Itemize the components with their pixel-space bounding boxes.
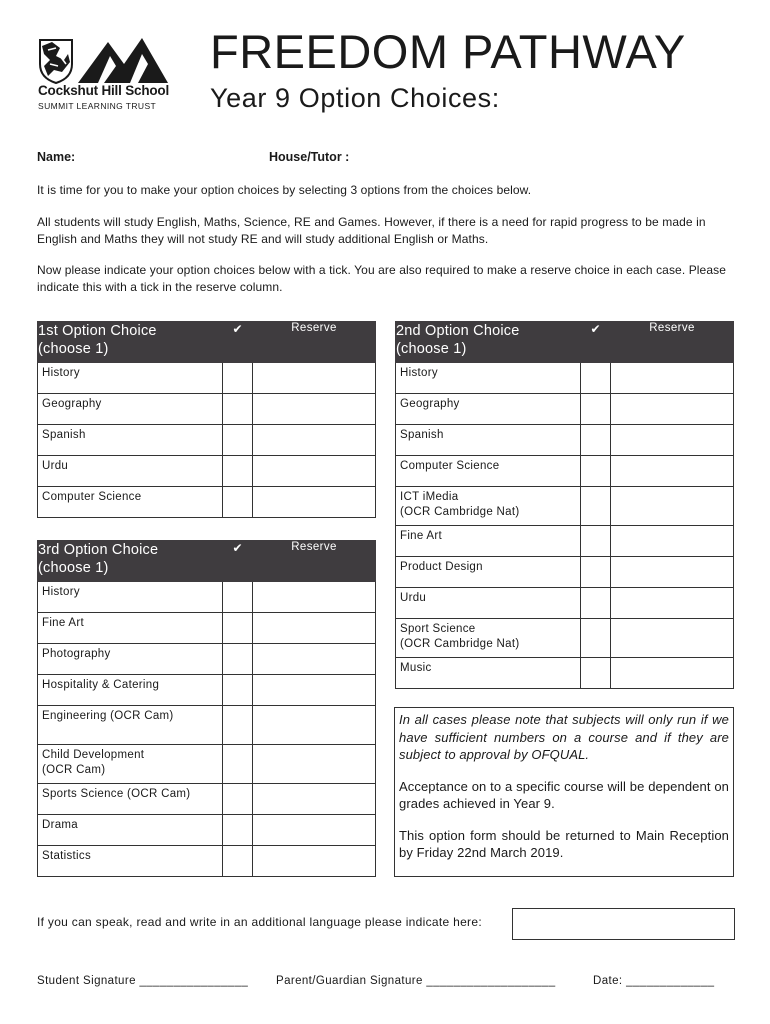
subject-label-line1: Child Development xyxy=(42,749,145,761)
tick-box[interactable] xyxy=(581,425,611,456)
reserve-box[interactable] xyxy=(253,487,376,518)
tick-box[interactable] xyxy=(223,745,253,784)
subject-label: Geography xyxy=(38,394,223,425)
table-row xyxy=(396,588,734,619)
reserve-box[interactable] xyxy=(611,394,734,425)
reserve-box[interactable] xyxy=(253,425,376,456)
subject-label: Product Design xyxy=(396,557,581,588)
tick-box[interactable] xyxy=(581,619,611,658)
table-row xyxy=(38,784,376,815)
page-subtitle: Year 9 Option Choices: xyxy=(210,83,500,113)
reserve-header: Reserve xyxy=(611,322,734,363)
tick-box[interactable] xyxy=(581,658,611,689)
subject-label: Spanish xyxy=(38,425,223,456)
mountain-crest-icon xyxy=(38,34,170,84)
reserve-box[interactable] xyxy=(611,425,734,456)
subject-label: Engineering (OCR Cam) xyxy=(38,706,223,745)
reserve-box[interactable] xyxy=(253,363,376,394)
tick-box[interactable] xyxy=(223,675,253,706)
table-row xyxy=(396,557,734,588)
date-line[interactable]: Date: _____________ xyxy=(593,975,715,987)
parent-signature-line[interactable]: Parent/Guardian Signature ___________________ xyxy=(276,975,556,987)
reserve-box[interactable] xyxy=(253,456,376,487)
subject-label: Drama xyxy=(38,815,223,846)
tick-box[interactable] xyxy=(223,644,253,675)
table-row xyxy=(38,363,376,394)
table-row xyxy=(38,846,376,877)
intro-paragraph-3: Now please indicate your option choices below with a tick. You are also required to make a reserve choice in each case. Please indicate this with a tick in the reserve column. xyxy=(37,263,726,294)
subject-label: Fine Art xyxy=(38,613,223,644)
reserve-box[interactable] xyxy=(611,588,734,619)
tick-box[interactable] xyxy=(223,784,253,815)
subject-label-line2: (OCR Cambridge Nat) xyxy=(400,506,520,518)
subject-label xyxy=(396,487,581,526)
intro-paragraph-1: It is time for you to make your option choices by selecting 3 options from the choices below. xyxy=(37,183,532,197)
table-row xyxy=(38,582,376,613)
subject-label: Urdu xyxy=(396,588,581,619)
third-option-title xyxy=(38,541,223,582)
tick-box[interactable] xyxy=(223,456,253,487)
name-label: Name: xyxy=(37,150,76,164)
tick-box[interactable] xyxy=(223,706,253,745)
table-row xyxy=(396,394,734,425)
reserve-header: Reserve xyxy=(253,541,376,582)
third-option-title-line2: (choose 1) xyxy=(38,560,109,576)
table-row xyxy=(38,456,376,487)
subject-label: Spanish xyxy=(396,425,581,456)
reserve-box[interactable] xyxy=(253,394,376,425)
subject-label: Hospitality & Catering xyxy=(38,675,223,706)
subject-label: History xyxy=(38,363,223,394)
reserve-box[interactable] xyxy=(611,363,734,394)
subject-label: History xyxy=(396,363,581,394)
table-row xyxy=(38,425,376,456)
subject-label: Computer Science xyxy=(38,487,223,518)
tick-box[interactable] xyxy=(223,613,253,644)
table-row xyxy=(396,619,734,658)
table-row xyxy=(38,644,376,675)
first-option-title-line2: (choose 1) xyxy=(38,341,109,357)
tick-box[interactable] xyxy=(581,588,611,619)
tick-box[interactable] xyxy=(581,394,611,425)
reserve-box[interactable] xyxy=(253,613,376,644)
table-row xyxy=(38,745,376,784)
subject-label: Statistics xyxy=(38,846,223,877)
subject-label xyxy=(38,745,223,784)
table-row xyxy=(396,425,734,456)
first-option-header xyxy=(38,322,376,363)
first-option-title-line1: 1st Option Choice xyxy=(38,323,157,339)
reserve-box[interactable] xyxy=(611,619,734,658)
subject-label-line1: Sport Science xyxy=(400,623,476,635)
reserve-box[interactable] xyxy=(253,675,376,706)
tick-box[interactable] xyxy=(223,425,253,456)
school-name: Cockshut Hill School xyxy=(38,83,170,98)
tick-box[interactable] xyxy=(581,456,611,487)
notice-paragraph-2: Acceptance on to a specific course will be dependent on grades achieved in Year 9. xyxy=(399,778,729,811)
subject-label xyxy=(396,619,581,658)
tick-box[interactable] xyxy=(223,815,253,846)
third-option-header xyxy=(38,541,376,582)
table-row xyxy=(38,487,376,518)
tick-box[interactable] xyxy=(223,846,253,877)
second-option-title-line1: 2nd Option Choice xyxy=(396,323,520,339)
second-option-table xyxy=(395,321,734,689)
subject-label: Photography xyxy=(38,644,223,675)
reserve-box[interactable] xyxy=(611,487,734,526)
table-row xyxy=(396,456,734,487)
subject-label-line2: (OCR Cam) xyxy=(42,764,106,776)
reserve-box[interactable] xyxy=(611,557,734,588)
reserve-box[interactable] xyxy=(253,706,376,745)
house-tutor-label: House/Tutor : xyxy=(269,150,350,164)
tick-box[interactable] xyxy=(223,582,253,613)
table-row xyxy=(396,658,734,689)
language-prompt: If you can speak, read and write in an additional language please indicate here: xyxy=(37,915,482,929)
table-row xyxy=(38,394,376,425)
subject-label: Fine Art xyxy=(396,526,581,557)
notice-box xyxy=(394,707,734,877)
tick-box[interactable] xyxy=(223,394,253,425)
reserve-box[interactable] xyxy=(611,456,734,487)
subject-label: Music xyxy=(396,658,581,689)
student-signature-line[interactable]: Student Signature ________________ xyxy=(37,975,249,987)
table-row xyxy=(38,706,376,745)
third-option-table xyxy=(37,540,376,877)
reserve-box[interactable] xyxy=(611,658,734,689)
tick-box[interactable] xyxy=(581,557,611,588)
table-row xyxy=(38,613,376,644)
reserve-box[interactable] xyxy=(611,526,734,557)
trust-name: SUMMIT LEARNING TRUST xyxy=(38,101,157,111)
reserve-box[interactable] xyxy=(253,815,376,846)
reserve-box[interactable] xyxy=(253,745,376,784)
subject-label-line1: ICT iMedia xyxy=(400,491,459,503)
intro-paragraph-2: All students will study English, Maths, Science, RE and Games. However, if there is a need for rapid progress to be made in English and Maths they will not study RE and will study additional English or Maths. xyxy=(37,215,706,246)
reserve-header: Reserve xyxy=(253,322,376,363)
second-option-title xyxy=(396,322,581,363)
page-title: FREEDOM PATHWAY xyxy=(210,25,686,78)
reserve-box[interactable] xyxy=(253,644,376,675)
second-option-header xyxy=(396,322,734,363)
tick-box[interactable] xyxy=(581,526,611,557)
reserve-box[interactable] xyxy=(253,582,376,613)
tick-box[interactable] xyxy=(223,363,253,394)
notice-paragraph-1: In all cases please note that subjects will only run if we have sufficient numbers on a course and if they are subject to approval by OFQUAL. xyxy=(399,712,729,762)
table-row xyxy=(396,363,734,394)
table-row xyxy=(38,815,376,846)
notice-paragraph-3: This option form should be returned to Main Reception by Friday 22nd March 2019. xyxy=(399,827,729,860)
subject-label-line2: (OCR Cambridge Nat) xyxy=(400,638,520,650)
subject-label: Sports Science (OCR Cam) xyxy=(38,784,223,815)
tick-box[interactable] xyxy=(581,487,611,526)
table-row xyxy=(396,487,734,526)
tick-box[interactable] xyxy=(223,487,253,518)
subject-label: History xyxy=(38,582,223,613)
subject-label: Urdu xyxy=(38,456,223,487)
tick-icon: ✔ xyxy=(223,322,253,363)
first-option-table xyxy=(37,321,376,518)
table-row xyxy=(396,526,734,557)
reserve-box[interactable] xyxy=(253,784,376,815)
tick-box[interactable] xyxy=(581,363,611,394)
language-input-box[interactable] xyxy=(512,908,735,940)
tick-icon: ✔ xyxy=(223,541,253,582)
first-option-title xyxy=(38,322,223,363)
subject-label: Geography xyxy=(396,394,581,425)
subject-label: Computer Science xyxy=(396,456,581,487)
third-option-title-line1: 3rd Option Choice xyxy=(38,542,159,558)
table-row xyxy=(38,675,376,706)
tick-icon: ✔ xyxy=(581,322,611,363)
second-option-title-line2: (choose 1) xyxy=(396,341,467,357)
reserve-box[interactable] xyxy=(253,846,376,877)
